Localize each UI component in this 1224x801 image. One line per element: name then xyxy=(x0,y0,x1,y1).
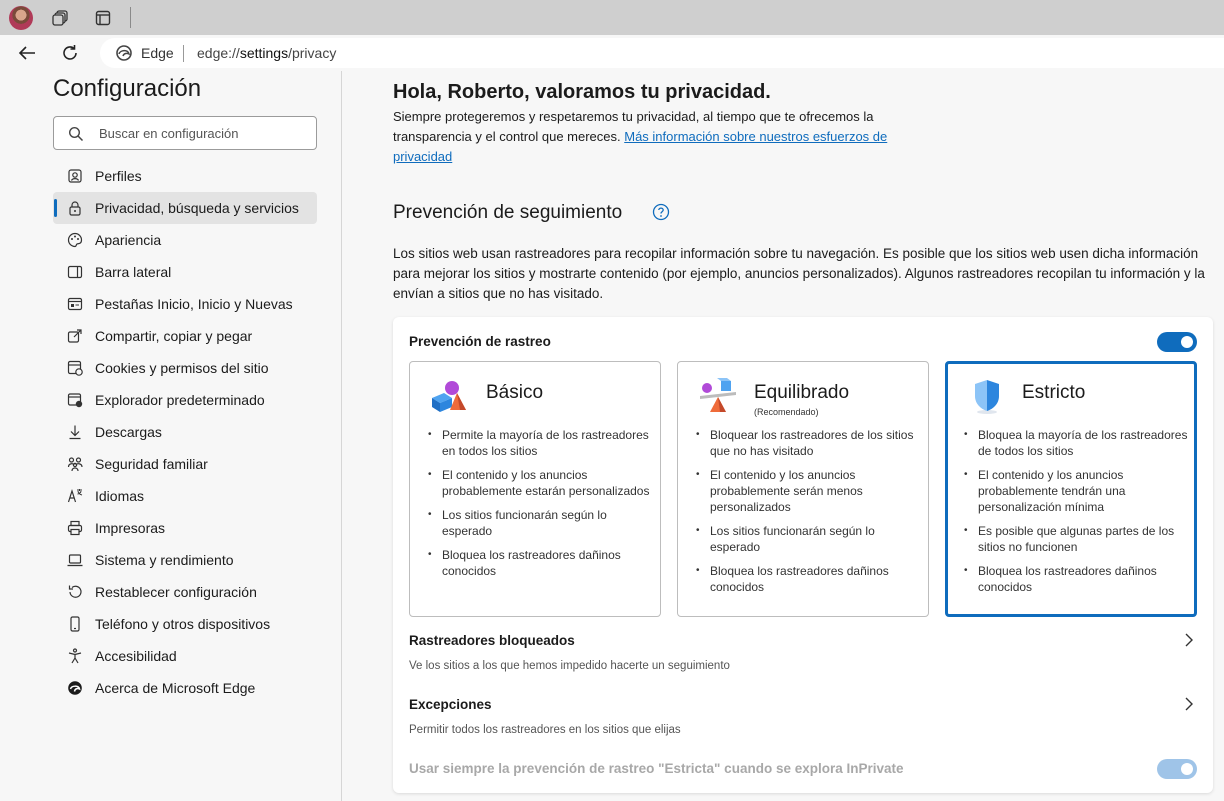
sidebar-item-label: Explorador predeterminado xyxy=(95,392,265,408)
sidebar-item-label: Perfiles xyxy=(95,168,142,184)
url-text[interactable] xyxy=(197,45,336,61)
blocked-trackers-link[interactable]: Rastreadores bloqueados xyxy=(409,633,575,648)
bullet-item: • El contenido y los anuncios probablemente tendrán una personalización mínima xyxy=(962,467,1192,515)
chevron-right-icon[interactable] xyxy=(1183,697,1195,711)
url-scheme: edge:// xyxy=(197,45,240,61)
sidebar-item-cookies[interactable] xyxy=(53,352,317,384)
sidebar-item-download[interactable] xyxy=(53,416,317,448)
tracking-prevention-heading: Prevención de seguimiento xyxy=(393,202,623,223)
tabs-icon xyxy=(66,295,84,313)
sidebar-item-family[interactable] xyxy=(53,448,317,480)
settings-sidebar xyxy=(0,71,342,801)
bullet-item: • Es posible que algunas partes de los sitios no funcionen xyxy=(962,523,1192,555)
refresh-icon xyxy=(61,44,79,62)
tracking-prevention-toggle[interactable] xyxy=(1157,332,1197,352)
sidebar-item-printer[interactable] xyxy=(53,512,317,544)
family-icon xyxy=(66,455,84,473)
default-browser-icon xyxy=(66,391,84,409)
back-arrow-icon xyxy=(18,45,36,61)
sidebar-item-label: Cookies y permisos del sitio xyxy=(95,360,269,376)
sidebar-item-label: Privacidad, búsqueda y servicios xyxy=(95,200,299,216)
sidebar-item-label: Accesibilidad xyxy=(95,648,177,664)
exceptions-description: Permitir todos los rastreadores en los sitios que elijas xyxy=(409,724,681,736)
sidebar-item-label: Idiomas xyxy=(95,488,145,504)
url-host: settings xyxy=(239,45,289,61)
search-placeholder: Buscar en configuración xyxy=(99,126,239,141)
sidebar-item-label: Apariencia xyxy=(95,232,162,248)
sidebar-item-label: Compartir, copiar y pegar xyxy=(95,328,253,344)
option-balanced-title: Equilibrado xyxy=(754,382,850,403)
intro-text xyxy=(393,107,933,167)
search-icon xyxy=(68,126,84,142)
inprivate-strict-label: Usar siempre la prevención de rastreo "Estricta" cuando se explora InPrivate xyxy=(409,761,904,776)
profile-avatar[interactable] xyxy=(9,6,33,30)
bullet-item: • Bloquea los rastreadores dañinos conocidos xyxy=(962,563,1192,595)
help-icon[interactable] xyxy=(652,203,670,221)
sidebar-item-label: Sistema y rendimiento xyxy=(95,552,234,568)
sidebar-item-label: Impresoras xyxy=(95,520,166,536)
edge-icon xyxy=(66,679,84,697)
option-basic-bullets xyxy=(426,427,656,587)
printer-icon xyxy=(66,519,84,537)
sidebar-item-laptop[interactable] xyxy=(53,544,317,576)
bullet-item: • Bloquear los rastreadores de los sitios que no has visitado xyxy=(694,427,924,459)
privacy-learn-more-link[interactable]: Más información sobre nuestros esfuerzos de privacidad xyxy=(393,129,888,164)
sidebar-item-phone[interactable] xyxy=(53,608,317,640)
workspaces-icon[interactable] xyxy=(51,8,71,28)
sidebar-item-default-browser[interactable] xyxy=(53,384,317,416)
bullet-item: • Permite la mayoría de los rastreadores en todos los sitios xyxy=(426,427,656,459)
titlebar-divider xyxy=(130,7,131,28)
shield-icon xyxy=(966,376,1006,416)
sidebar-item-edge[interactable] xyxy=(53,672,317,704)
exceptions-link[interactable]: Excepciones xyxy=(409,697,492,712)
sidebar-item-tabs[interactable] xyxy=(53,288,317,320)
recommended-label: (Recomendado) xyxy=(754,407,819,417)
omnibox-divider xyxy=(183,45,184,62)
option-strict-bullets xyxy=(962,427,1192,603)
reset-icon xyxy=(66,583,84,601)
sidebar-item-label: Pestañas Inicio, Inicio y Nuevas xyxy=(95,296,293,312)
tracking-prevention-description: Los sitios web usan rastreadores para recopilar información sobre tu navegación. Es posible que los sitios web usen dicha información para mejorar los sitios y mostrarte contenido (por ejemplo, anuncios personalizados). Algunos rastreadores recopilan tu información y la envían a sitios que no has visitado. xyxy=(393,246,1205,301)
sidebar-item-label: Acerca de Microsoft Edge xyxy=(95,680,256,696)
settings-nav-list xyxy=(53,160,317,704)
profile-icon xyxy=(66,167,84,185)
tracking-prevention-card xyxy=(393,317,1213,793)
address-bar[interactable] xyxy=(100,38,1224,68)
omnibox-label: Edge xyxy=(141,45,174,61)
tracking-prevention-label: Prevención de rastreo xyxy=(409,334,551,349)
settings-search-input[interactable] xyxy=(53,116,317,150)
option-strict-title: Estricto xyxy=(1022,382,1086,403)
bullet-item: • Los sitios funcionarán según lo esperado xyxy=(694,523,924,555)
back-button[interactable] xyxy=(14,41,40,65)
sidebar-item-palette[interactable] xyxy=(53,224,317,256)
sidebar-item-label: Barra lateral xyxy=(95,264,172,280)
refresh-button[interactable] xyxy=(57,41,83,65)
bullet-item: • El contenido y los anuncios probablemente serán menos personalizados xyxy=(694,467,924,515)
sidebar-item-label: Seguridad familiar xyxy=(95,456,208,472)
sidebar-item-profile[interactable] xyxy=(53,160,317,192)
privacy-settings-page xyxy=(343,71,1224,801)
accessibility-icon xyxy=(66,647,84,665)
sidebar-item-label: Restablecer configuración xyxy=(95,584,257,600)
bullet-item: • Bloquea los rastreadores dañinos conocidos xyxy=(694,563,924,595)
lock-icon xyxy=(66,199,84,217)
intro-body: Siempre protegeremos y respetaremos tu privacidad, al tiempo que te ofrecemos la transparencia y el control que mereces. xyxy=(393,109,874,144)
edge-logo-icon xyxy=(116,45,132,61)
cookies-icon xyxy=(66,359,84,377)
sidebar-item-reset[interactable] xyxy=(53,576,317,608)
bullet-item: • El contenido y los anuncios probablemente estarán personalizados xyxy=(426,467,656,499)
vertical-tabs-icon[interactable] xyxy=(93,8,113,28)
bullet-item: • Los sitios funcionarán según lo esperado xyxy=(426,507,656,539)
url-path: /privacy xyxy=(288,45,337,61)
greeting-heading: Hola, Roberto, valoramos tu privacidad. xyxy=(393,81,771,103)
download-icon xyxy=(66,423,84,441)
phone-icon xyxy=(66,615,84,633)
title-bar xyxy=(0,0,1224,35)
option-basic[interactable] xyxy=(409,361,661,617)
language-icon xyxy=(66,487,84,505)
sidebar-icon xyxy=(66,263,84,281)
option-balanced-bullets xyxy=(694,427,924,603)
option-basic-title: Básico xyxy=(486,382,544,403)
laptop-icon xyxy=(66,551,84,569)
sidebar-item-share[interactable] xyxy=(53,320,317,352)
blocked-trackers-description: Ve los sitios a los que hemos impedido hacerte un seguimiento xyxy=(409,660,730,672)
option-balanced[interactable] xyxy=(677,361,929,617)
settings-title: Configuración xyxy=(53,75,202,102)
bullet-item: • Bloquea los rastreadores dañinos conocidos xyxy=(426,547,656,579)
chevron-right-icon[interactable] xyxy=(1183,633,1195,647)
share-icon xyxy=(66,327,84,345)
sidebar-item-accessibility[interactable] xyxy=(53,640,317,672)
sidebar-item-language[interactable] xyxy=(53,480,317,512)
option-strict[interactable] xyxy=(945,361,1197,617)
bullet-item: • Bloquea la mayoría de los rastreadores de todos los sitios xyxy=(962,427,1192,459)
sidebar-item-sidebar[interactable] xyxy=(53,256,317,288)
sidebar-item-label: Descargas xyxy=(95,424,162,440)
inprivate-strict-toggle[interactable] xyxy=(1157,759,1197,779)
navigation-bar xyxy=(0,35,1224,71)
sidebar-item-label: Teléfono y otros dispositivos xyxy=(95,616,271,632)
balance-scale-icon xyxy=(698,376,738,416)
sidebar-item-lock[interactable] xyxy=(53,192,317,224)
basic-shapes-icon xyxy=(430,376,470,416)
palette-icon xyxy=(66,231,84,249)
